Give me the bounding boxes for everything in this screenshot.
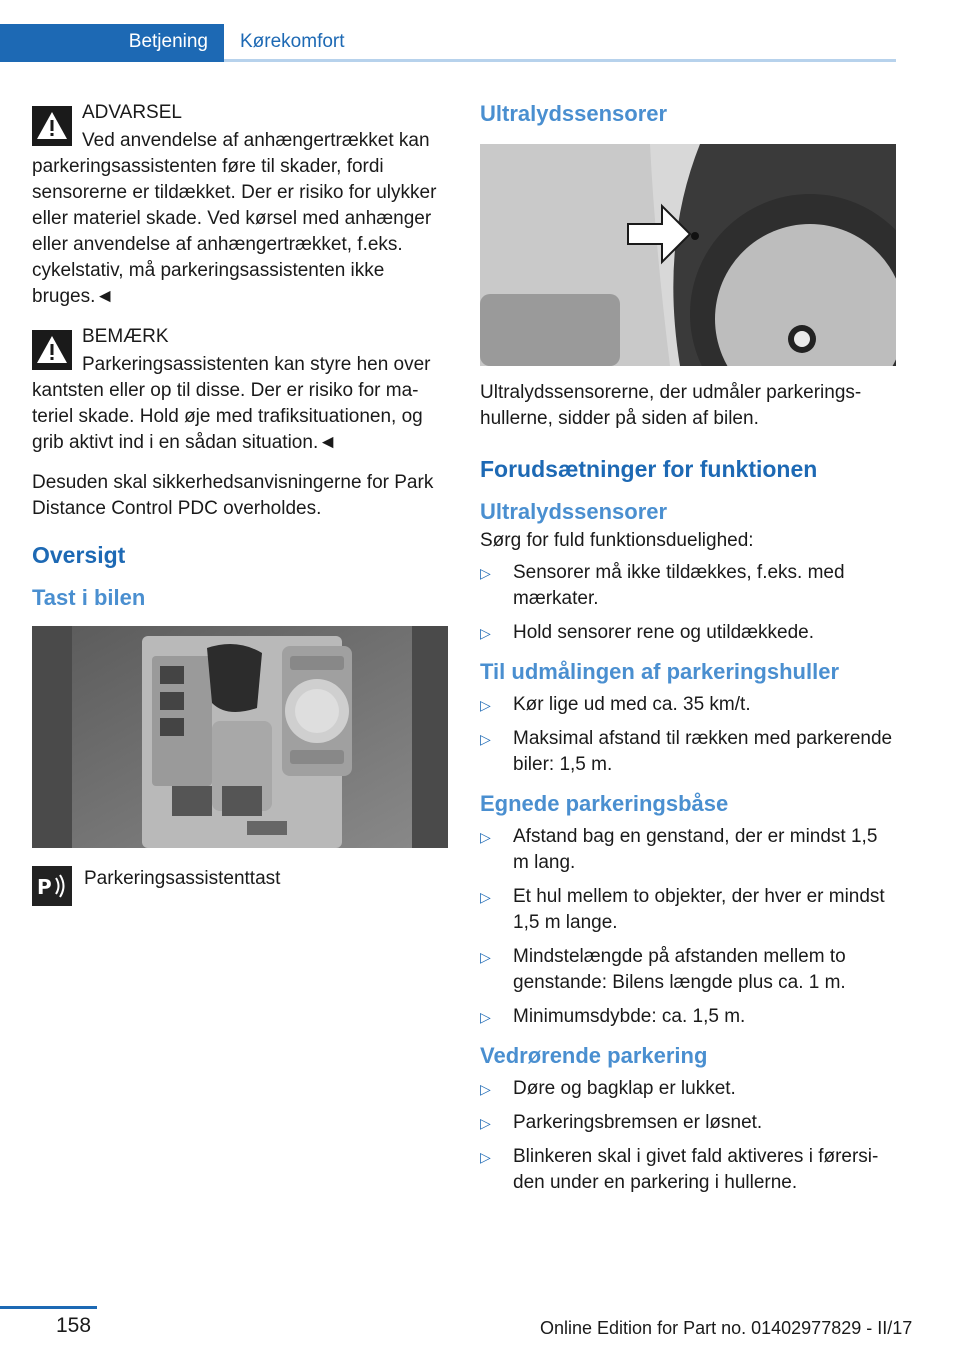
triangle-bullet-icon: ▷ [480, 565, 491, 581]
measure-list [480, 692, 896, 778]
spaces-list [480, 824, 896, 1030]
left-column [32, 100, 448, 908]
list-item: ▷ Blinkeren skal i givet fald aktiveres i førersiden under en parkering i hullerne. [480, 1146, 879, 1193]
center-console-photo [32, 626, 448, 848]
triangle-bullet-icon: ▷ [480, 889, 491, 905]
button-caption: Parkeringsassistenttast [84, 868, 281, 889]
heading-sensors: Ultralydssensorer [480, 101, 668, 126]
list-item: ▷ Hold sensorer rene og utildækkede. [480, 620, 896, 646]
heading-overview: Oversigt [32, 542, 126, 568]
note-notice [32, 324, 448, 456]
page-number: 158 [56, 1314, 92, 1337]
edition-text: Online Edition for Part no. 01402977829 - II/17 [540, 1318, 913, 1338]
list-item: ▷ Afstand bag en genstand, der er mindst 1,5 m lang. [480, 826, 878, 873]
triangle-bullet-icon: ▷ [480, 625, 491, 641]
warning-first-line: Ved anvendelse af anhængertrækket kan [82, 130, 430, 151]
warning-text: parkeringsassistenten føre til skader, fordi sensorerne er tildækket. Der er risiko for ulykker eller materiel skade. Ved kørsel med anhænger eller anvendelse af anhængertrækket, f.eks. cykelstativ, må parkeringsassistenten ikke bruges.◄ [32, 156, 437, 307]
sensor-photo [480, 144, 896, 366]
heading-measure: Til udmålingen af parkeringshuller [480, 659, 840, 684]
caution-triangle-icon [32, 330, 72, 370]
footer-rule [0, 1306, 97, 1309]
triangle-bullet-icon: ▷ [480, 829, 491, 845]
triangle-bullet-icon: ▷ [480, 697, 491, 713]
svg-text:P: P [37, 875, 52, 899]
subheading-sensors: Ultralydssensorer [480, 499, 668, 524]
sensor-list [480, 560, 896, 646]
header-rule [224, 59, 896, 62]
triangle-bullet-icon: ▷ [480, 731, 491, 747]
list-item: ▷ Mindstelængde på afstanden mellem to genstande: Bilens længde plus ca. 1 m. [480, 946, 846, 993]
tab-korekomfort[interactable]: Kørekomfort [240, 31, 345, 52]
triangle-bullet-icon: ▷ [480, 1149, 491, 1165]
tab-betjening[interactable] [0, 24, 224, 62]
safety-paragraph: Desuden skal sikkerhedsanvisningerne for Park Distance Control PDC overholdes. [32, 472, 434, 519]
warning-title: ADVARSEL [82, 102, 182, 123]
sensors-intro: Sørg for fuld funktionsduelighed: [480, 530, 754, 551]
parking-assistant-icon [32, 866, 72, 906]
heading-spaces: Egnede parkeringsbåse [480, 791, 729, 816]
button-caption-row [32, 866, 448, 908]
list-item: ▷ Kør lige ud med ca. 35 km/t. [480, 692, 896, 718]
sensor-caption: Ultralydssensorerne, der udmåler parkeringshullerne, sidder på siden af bilen. [480, 382, 862, 429]
list-item: ▷ Sensorer må ikke tildækkes, f.eks. med mærkater. [480, 562, 845, 609]
warning-notice [32, 100, 448, 310]
parking-list [480, 1076, 896, 1196]
right-column [480, 100, 896, 1204]
note-text: kantsten eller op til disse. Der er risiko for materiel skade. Hold øje med trafiksituationen, og grib aktivt ind i en sådan situation.◄ [32, 380, 423, 453]
list-item: ▷ Minimumsdybde: ca. 1,5 m. [480, 1004, 896, 1030]
tab-betjening-label: Betjening [128, 31, 208, 52]
triangle-bullet-icon: ▷ [480, 1081, 491, 1097]
note-title: BEMÆRK [82, 326, 169, 347]
heading-parking: Vedrørende parkering [480, 1043, 708, 1068]
triangle-bullet-icon: ▷ [480, 949, 491, 965]
list-item: ▷ Døre og bagklap er lukket. [480, 1076, 896, 1102]
header-tabs [0, 0, 960, 62]
heading-prerequisites: Forudsætninger for funktionen [480, 456, 818, 482]
list-item: ▷ Parkeringsbremsen er løsnet. [480, 1110, 896, 1136]
list-item: ▷ Et hul mellem to objekter, der hver er mindst 1,5 m lange. [480, 886, 885, 933]
triangle-bullet-icon: ▷ [480, 1115, 491, 1131]
note-first-line: Parkeringsassistenten kan styre hen over [82, 354, 431, 375]
warning-triangle-icon [32, 106, 72, 146]
triangle-bullet-icon: ▷ [480, 1009, 491, 1025]
list-item: ▷ Maksimal afstand til rækken med parkerende biler: 1,5 m. [480, 728, 893, 775]
heading-button-in-car: Tast i bilen [32, 585, 146, 610]
